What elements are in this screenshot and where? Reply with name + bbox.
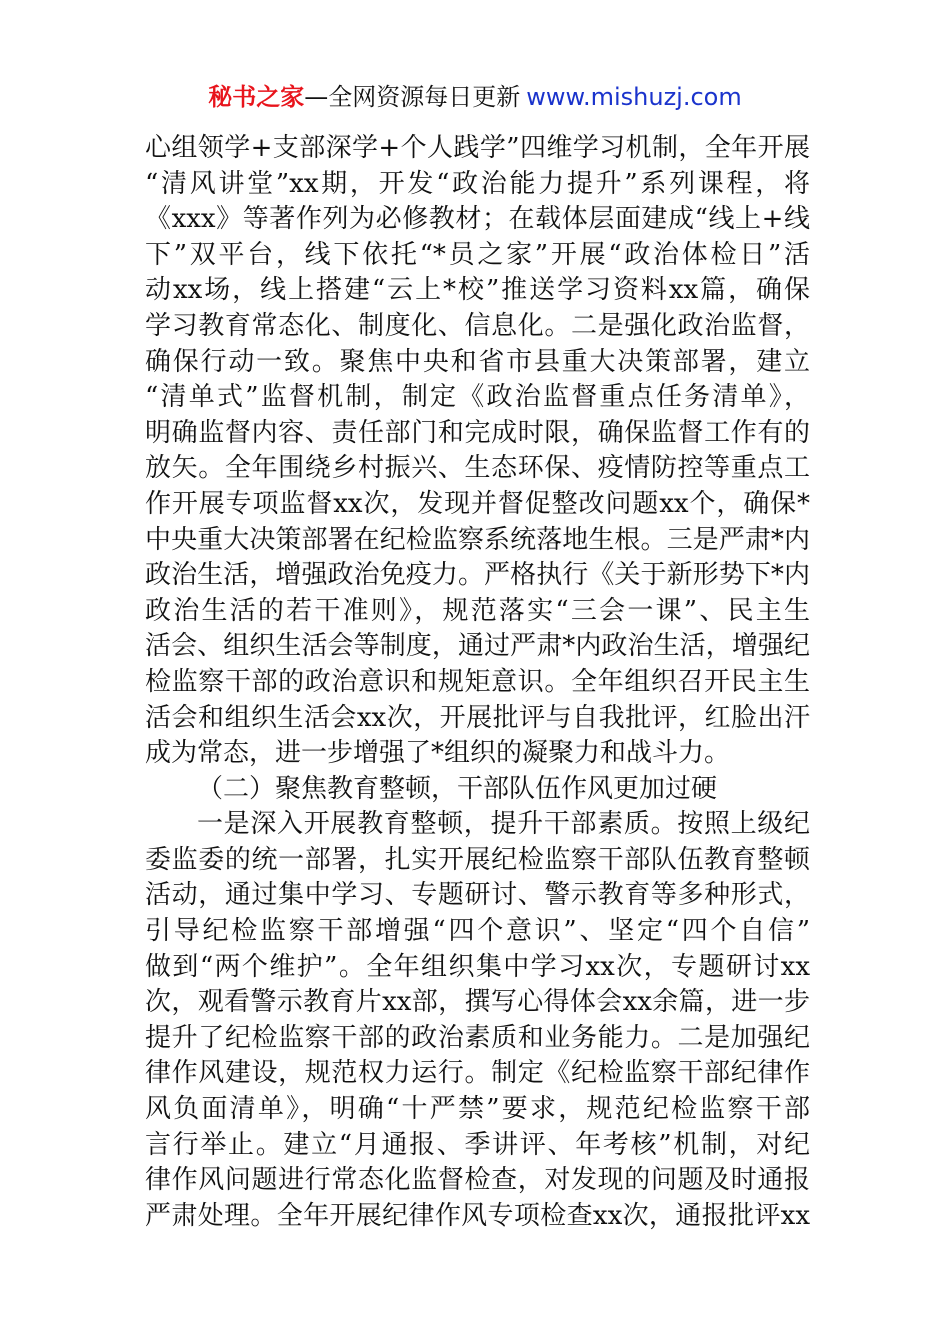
text-line: 次，观看警示教育片xx部，撰写心得体会xx余篇，进一步 — [145, 987, 810, 1018]
text-line: 下”双平台，线下依托“*员之家”开展“政治体检日”活 — [145, 239, 810, 270]
text-line: 引导纪检监察干部增强“四个意识”、坚定“四个自信” — [145, 916, 810, 947]
site-link[interactable]: www.mishuzj.com — [526, 83, 742, 111]
brand-name: 秘书之家 — [208, 83, 305, 111]
text-line: 严肃处理。全年开展纪律作风专项检查xx次，通报批评xx — [145, 1200, 810, 1231]
text-line: 言行举止。建立“月通报、季讲评、年考核”机制，对纪 — [145, 1129, 810, 1160]
text-line: “清单式”监督机制，制定《政治监督重点任务清单》， — [145, 382, 810, 413]
text-line: “清风讲堂”xx期，开发“政治能力提升”系列课程，将 — [145, 168, 810, 199]
text-line: 明确监督内容、责任部门和完成时限，确保监督工作有的 — [145, 417, 810, 448]
text-line: 动xx场，线上搭建“云上*校”推送学习资料xx篇，确保 — [145, 275, 810, 306]
text-line: 政治生活，增强政治免疫力。严格执行《关于新形势下*内 — [145, 560, 810, 591]
text-line: 确保行动一致。聚焦中央和省市县重大决策部署，建立 — [145, 346, 810, 377]
text-line: 做到“两个维护”。全年组织集中学习xx次，专题研讨xx — [145, 951, 810, 982]
section-heading: （二）聚焦教育整顿，干部队伍作风更加过硬 — [197, 773, 718, 804]
text-line: 活会、组织生活会等制度，通过严肃*内政治生活，增强纪 — [145, 631, 810, 662]
text-line: 活动，通过集中学习、专题研讨、警示教育等多种形式， — [145, 880, 810, 911]
text-line: 中央重大决策部署在纪检监察系统落地生根。三是严肃*内 — [145, 524, 810, 555]
header-tagline: —全网资源每日更新 — [304, 83, 521, 111]
text-line: 政治生活的若干准则》，规范落实“三会一课”、民主生 — [145, 595, 810, 626]
text-line: 作开展专项监督xx次，发现并督促整改问题xx个，确保* — [145, 488, 810, 519]
paragraph-end-line: 成为常态，进一步增强了*组织的凝聚力和战斗力。 — [145, 738, 731, 769]
text-line: 律作风问题进行常态化监督检查，对发现的问题及时通报 — [145, 1165, 810, 1196]
text-line: 检监察干部的政治意识和规矩意识。全年组织召开民主生 — [145, 666, 810, 697]
text-line: 律作风建设，规范权力运行。制定《纪检监察干部纪律作 — [145, 1058, 810, 1089]
text-line: 《xxx》等著作列为必修教材；在载体层面建成“线上+线 — [145, 204, 810, 235]
text-line: 学习教育常态化、制度化、信息化。二是强化政治监督， — [145, 310, 810, 341]
text-line: 放矢。全年围绕乡村振兴、生态环保、疫情防控等重点工 — [145, 453, 810, 484]
text-line: 提升了纪检监察干部的政治素质和业务能力。二是加强纪 — [145, 1022, 810, 1053]
paragraph-first-line: 一是深入开展教育整顿，提升干部素质。按照上级纪 — [197, 809, 810, 840]
text-line: 委监委的统一部署，扎实开展纪检监察干部队伍教育整顿 — [145, 844, 810, 875]
document-body — [145, 131, 810, 1234]
page-header — [0, 80, 950, 114]
text-line: 心组领学+支部深学+个人践学”四维学习机制，全年开展 — [145, 133, 810, 163]
text-line: 风负面清单》，明确“十严禁”要求，规范纪检监察干部 — [145, 1094, 810, 1125]
text-line: 活会和组织生活会xx次，开展批评与自我批评，红脸出汗 — [145, 702, 810, 733]
